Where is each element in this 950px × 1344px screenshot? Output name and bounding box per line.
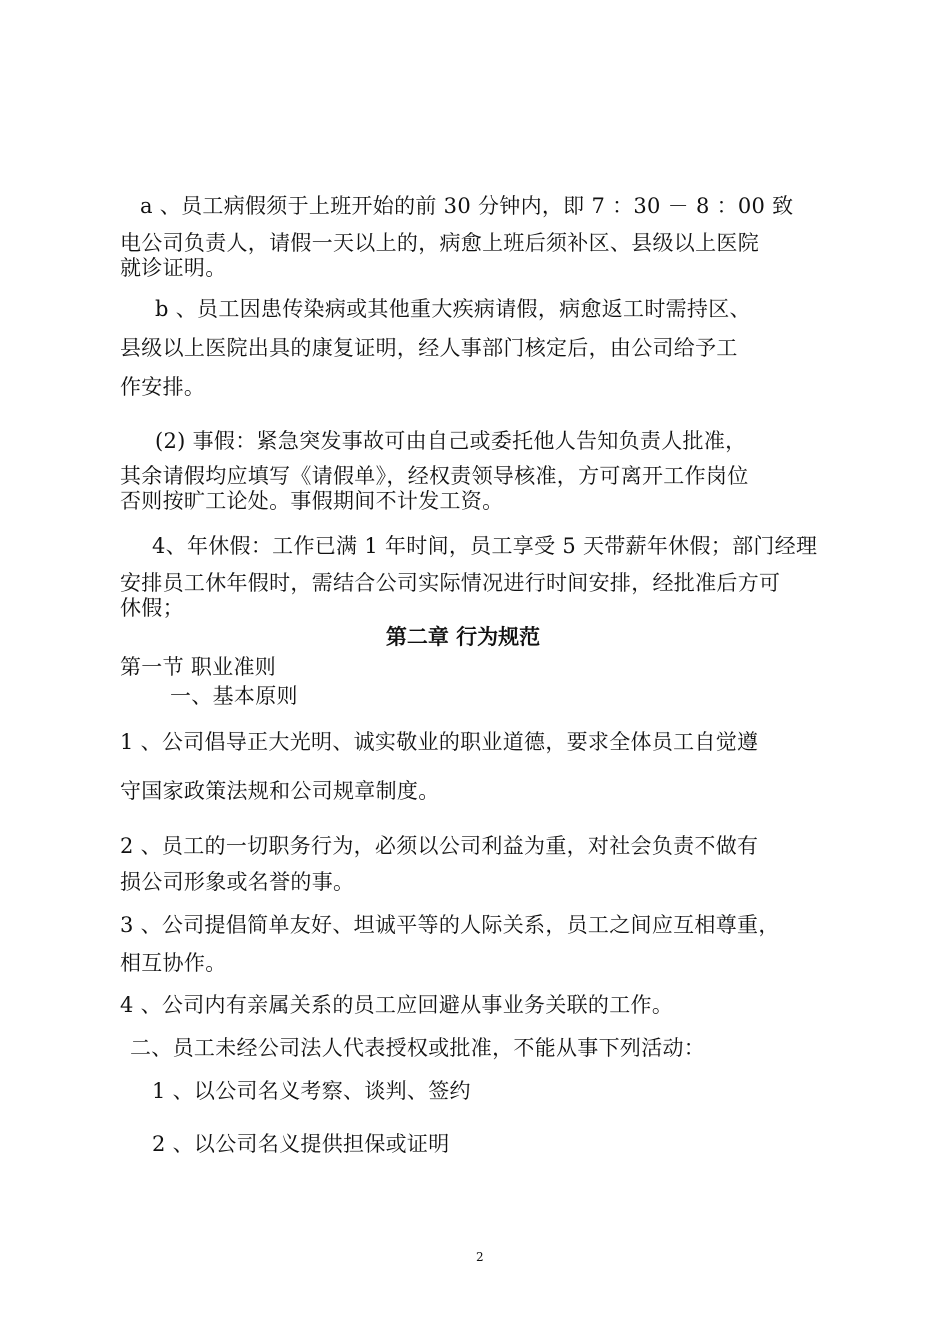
sick-leave-b-line-1: b 、员工因患传染病或其他重大疾病请假，病愈返工时需持区、 bbox=[155, 297, 751, 321]
annual-leave-line-2: 安排员工休年假时，需结合公司实际情况进行时间安排，经批准后方可 bbox=[120, 571, 781, 595]
annual-leave-line-1: 4、年休假：工作已满 1 年时间，员工享受 5 天带薪年休假；部门经理 bbox=[152, 534, 818, 558]
annual-leave-line-3: 休假； bbox=[120, 596, 184, 620]
principle-1-line-1: 1 、公司倡导正大光明、诚实敬业的职业道德，要求全体员工自觉遵 bbox=[120, 730, 759, 754]
personal-leave-line-3: 否则按旷工论处。事假期间不计发工资。 bbox=[120, 489, 504, 513]
principle-1-line-2: 守国家政策法规和公司规章制度。 bbox=[120, 779, 440, 803]
principle-2-line-2: 损公司形象或名誉的事。 bbox=[120, 870, 355, 894]
sick-leave-b-line-3: 作安排。 bbox=[120, 375, 206, 399]
principle-2-line-1: 2 、员工的一切职务行为，必须以公司利益为重，对社会负责不做有 bbox=[120, 834, 759, 858]
sick-leave-a-line-2: 电公司负责人，请假一天以上的，病愈上班后须补区、县级以上医院 bbox=[120, 231, 759, 255]
principle-4: 4 、公司内有亲属关系的员工应回避从事业务关联的工作。 bbox=[120, 993, 674, 1017]
prohibited-item-1: 1 、以公司名义考察、谈判、签约 bbox=[152, 1079, 471, 1103]
prohibited-item-2: 2 、以公司名义提供担保或证明 bbox=[152, 1132, 450, 1156]
page-number: 2 bbox=[476, 1250, 484, 1264]
sick-leave-a-line-1: a 、员工病假须于上班开始的前 30 分钟内，即 7 ：30 － 8 ：00 致 bbox=[140, 194, 794, 218]
principle-3-line-1: 3 、公司提倡简单友好、坦诚平等的人际关系，员工之间应互相尊重， bbox=[120, 913, 780, 937]
sick-leave-a-line-3: 就诊证明。 bbox=[120, 256, 227, 280]
personal-leave-line-1: (2) 事假：紧急突发事故可由自己或委托他人告知负责人批准， bbox=[155, 429, 747, 453]
principles-title: 一、基本原则 bbox=[170, 684, 298, 708]
section-title: 第一节 职业准则 bbox=[120, 655, 277, 679]
prohibited-title: 二、员工未经公司法人代表授权或批准，不能从事下列活动： bbox=[130, 1036, 706, 1060]
sick-leave-b-line-2: 县级以上医院出具的康复证明，经人事部门核定后，由公司给予工 bbox=[120, 336, 738, 360]
principle-3-line-2: 相互协作。 bbox=[120, 951, 227, 975]
personal-leave-line-2: 其余请假均应填写《请假单》，经权责领导核准，方可离开工作岗位 bbox=[120, 464, 749, 488]
chapter-title: 第二章 行为规范 bbox=[385, 624, 541, 649]
